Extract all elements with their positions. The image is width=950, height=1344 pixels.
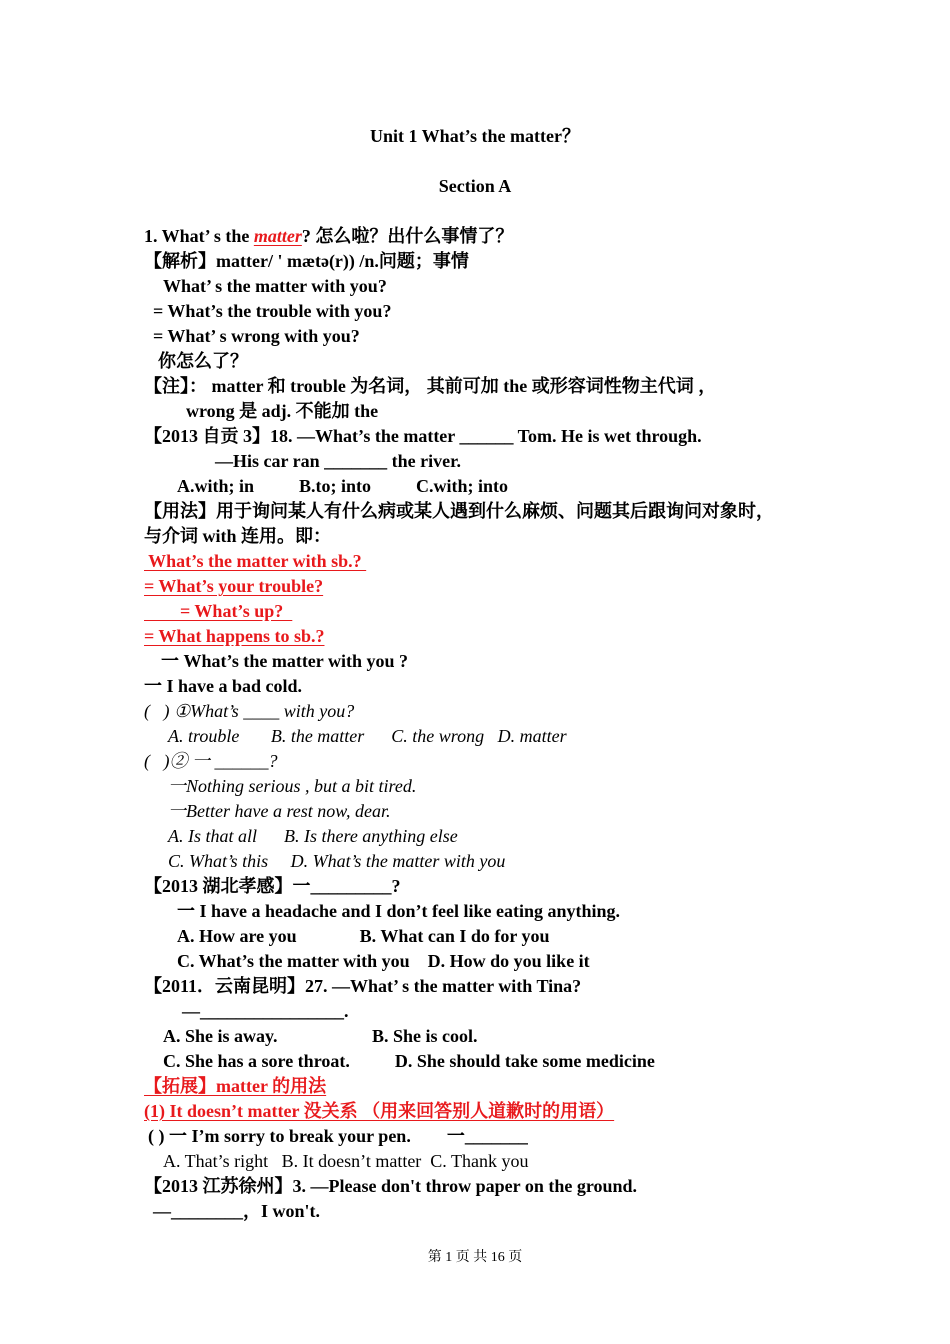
answer-options: A. She is away. B. She is cool. [163,1026,478,1046]
exam-question: 一 I have a headache and I don’t feel like eating anything. [177,901,621,921]
usage-pattern: = What’s your trouble? [144,576,324,596]
usage-pattern: What’s the matter with sb.? [144,551,367,571]
question-1-prefix: 1. What’ s the [144,226,254,246]
exam-question: 【2013 自贡 3】18. —What’s the matter ______ Tom. He is wet through. [144,426,702,446]
section-heading: Section A [438,176,512,196]
exam-question: —________________. [182,1001,349,1021]
example-line: What’ s the matter with you? [163,276,387,296]
dialogue-line: 一 I have a bad cold. [144,676,303,696]
page-footer: 第 1 页 共 16 页 [427,1250,523,1265]
analysis-line: 【解析】matter/ ' mætə(r)) /n.问题；事情 [144,251,469,271]
exercise-line: ( )② 一 ______? [144,751,278,771]
usage-pattern: = What’s up? [144,601,293,621]
exam-question: 【2013 江苏徐州】3. —Please don't throw paper on the ground. [144,1176,638,1196]
usage-line: 【用法】用于询问某人有什么病或某人遇到什么麻烦、问题其后跟询问对象时， [144,501,774,521]
usage-pattern: = What happens to sb.? [144,626,325,646]
unit-title: Unit 1 What’s the matter？ [370,126,580,146]
question-1 [144,224,513,248]
exercise-line: ( ) 一 I’m sorry to break your pen. 一_______ [148,1126,528,1146]
translation-line: 你怎么了？ [158,351,248,371]
exercise-options: A. trouble B. the matter C. the wrong D. matter [168,726,567,746]
note-line: 【注】： matter 和 trouble 为名词， 其前可加 the 或形容词性物主代词 ， [144,376,717,396]
exercise-line: 一Better have a rest now, dear. [168,801,391,821]
answer-options: A.with; in B.to; into C.with; into [177,476,509,496]
answer-options: A. How are you B. What can I do for you [177,926,550,946]
exercise-line: ( ) ①What’s ____ with you? [144,701,355,721]
usage-line: 与介词 with 连用。即： [144,526,332,546]
exercise-options: A. That’s right B. It doesn’t matter C. Thank you [163,1151,529,1171]
exam-question: —His car ran _______ the river. [215,451,461,471]
exercise-options: A. Is that all B. Is there anything else [168,826,458,846]
exam-question: —________，I won't. [153,1201,321,1221]
exam-question: 【2011．云南昆明】27. —What’ s the matter with Tina? [144,976,582,996]
extension-point: (1) It doesn’t matter 没关系 （用来回答别人道歉时的用语） [144,1101,615,1121]
answer-options: C. She has a sore throat. D. She should take some medicine [163,1051,655,1071]
note-line: wrong 是 adj. 不能加 the [186,401,379,421]
exercise-options: C. What’s this D. What’s the matter with you [168,851,506,871]
extension-heading: 【拓展】matter 的用法 [144,1076,327,1096]
answer-options: C. What’s the matter with you D. How do you like it [177,951,590,971]
example-line: = What’ s wrong with you? [153,326,360,346]
dialogue-line: 一 What’s the matter with you ? [161,651,408,671]
exam-question: 【2013 湖北孝感】一_________? [144,876,401,896]
exercise-line: 一Nothing serious , but a bit tired. [168,776,417,796]
keyword-matter: matter [253,226,302,246]
example-line: = What’s the trouble with you? [153,301,392,321]
question-1-suffix: ? 怎么啦？出什么事情了？ [301,226,514,246]
